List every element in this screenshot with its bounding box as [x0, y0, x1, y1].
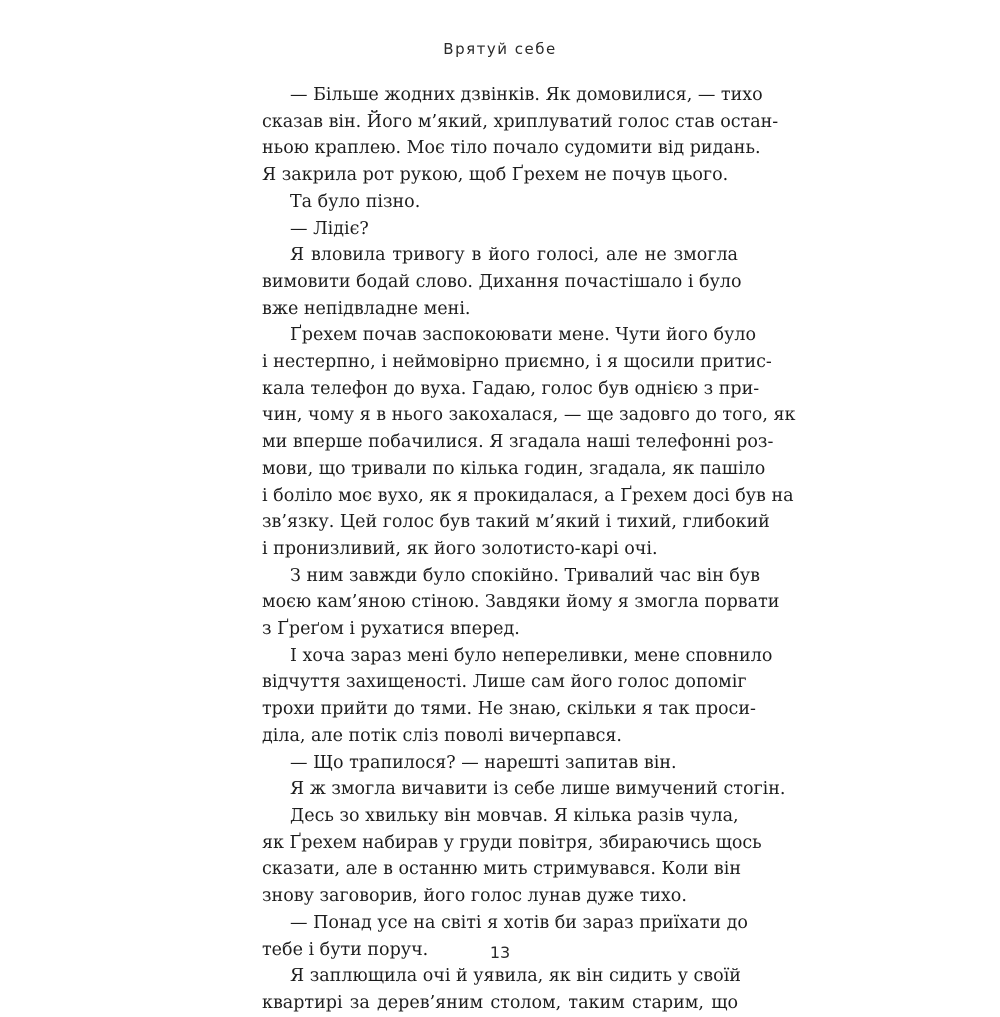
text-line: зв’язку. Цей голос був такий м’який і тихий, глибокий	[262, 512, 770, 533]
text-line: і боліло моє вухо, як я прокидалася, а Ґрехем досі був на	[262, 485, 794, 506]
text-line: сказав він. Його м’який, хриплуватий голос став остан-	[262, 111, 779, 132]
running-head: Врятуй себе	[443, 40, 557, 58]
text-line: знову заговорив, його голос лунав дуже тихо.	[262, 886, 687, 907]
text-line: діла, але потік сліз поволі вичерпався.	[262, 725, 622, 746]
text-line: сказати, але в останню мить стримувався. Коли він	[262, 859, 742, 880]
text-line: — Лідіє?	[290, 218, 369, 239]
text-line: з Ґреґом і рухатися вперед.	[262, 619, 520, 640]
text-line: Ґрехем почав заспокоювати мене. Чути його було	[290, 325, 757, 346]
text-line: — Понад усе на світі я хотів би зараз приїхати до	[290, 912, 748, 933]
text-line: і пронизливий, як його золотисто-карі очі.	[262, 538, 658, 559]
text-line: квартирі за дерев’яним столом, таким старим, що	[262, 992, 738, 1013]
text-line: трохи прийти до тями. Не знаю, скільки я так проси-	[262, 699, 756, 720]
text-line: Та було пізно.	[290, 191, 421, 212]
text-line: І хоча зараз мені було непереливки, мене сповнило	[290, 645, 773, 666]
text-line: тебе і бути поруч.	[262, 939, 429, 960]
text-line: як Ґрехем набирав у груди повітря, збираючись щось	[262, 832, 762, 853]
text-line: мови, що тривали по кілька годин, згадала, як пашіло	[262, 458, 766, 479]
page-number: 13	[489, 943, 511, 962]
text-line: кала телефон до вуха. Гадаю, голос був однією з при-	[262, 378, 760, 399]
text-line: ньою краплею. Моє тіло почало судомити від ридань.	[262, 138, 761, 159]
text-line: З ним завжди було спокійно. Тривалий час він був	[290, 565, 761, 586]
text-line: Десь зо хвильку він мовчав. Я кілька разів чула,	[290, 805, 739, 826]
text-line: — Що трапилося? — нарешті запитав він.	[290, 752, 677, 773]
text-line: вже непідвладне мені.	[262, 298, 471, 319]
text-line: Я вловила тривогу в його голосі, але не змогла	[290, 245, 738, 266]
text-line: Я закрила рот рукою, щоб Ґрехем не почув цього.	[262, 165, 729, 186]
text-line: чин, чому я в нього закохалася, — ще задовго до того, як	[262, 405, 796, 426]
text-line: вимовити бодай слово. Дихання почастішало і було	[262, 271, 742, 292]
text-line: відчуття захищеності. Лише сам його голос допоміг	[262, 672, 747, 693]
text-line: ми вперше побачилися. Я згадала наші телефонні роз-	[262, 432, 774, 453]
text-line: моєю кам’яною стіною. Завдяки йому я змогла порвати	[262, 592, 780, 613]
body-text	[262, 82, 796, 1017]
text-line: Я заплющила очі й уявила, як він сидить у своїй	[290, 966, 741, 987]
text-line: і нестерпно, і неймовірно приємно, і я щосили притис-	[262, 352, 772, 373]
text-line: Я ж змогла вичавити із себе лише вимучений стогін.	[290, 779, 786, 800]
text-line: — Більше жодних дзвінків. Як домовилися, — тихо	[290, 85, 763, 105]
